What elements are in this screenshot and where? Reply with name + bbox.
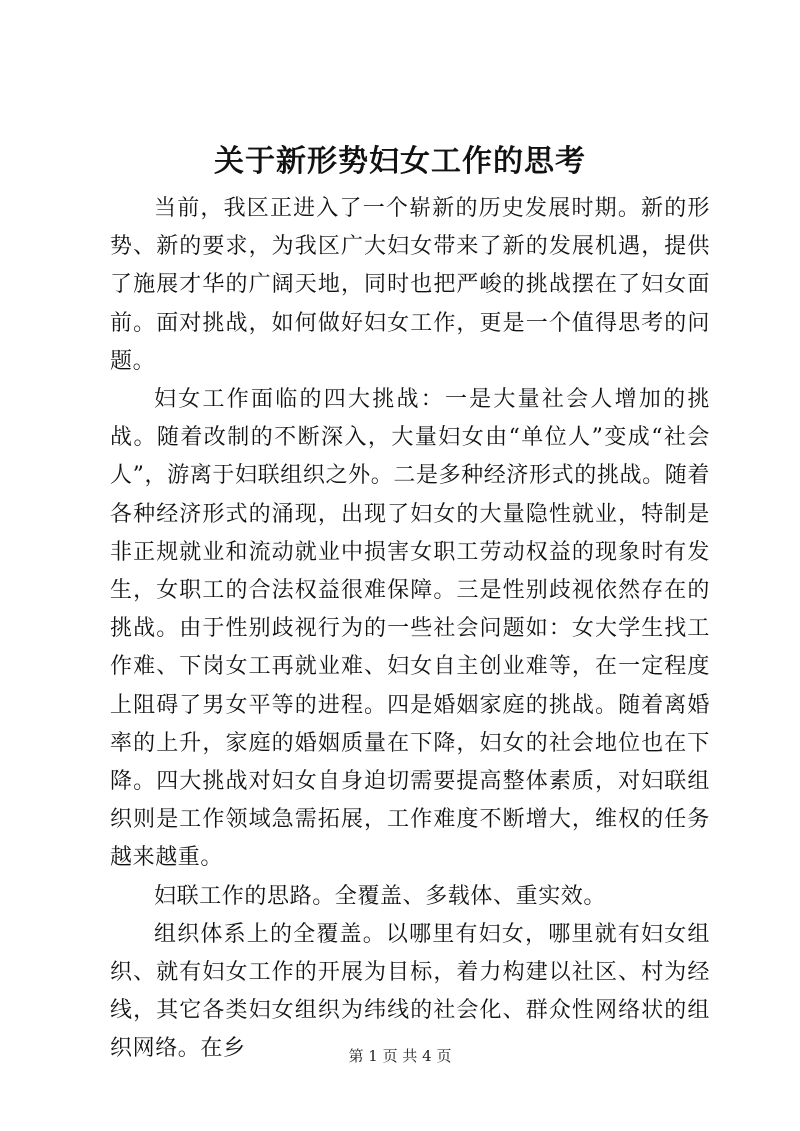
document-title: 关于新形势妇女工作的思考 <box>214 144 586 179</box>
paragraph-work-approach: 妇联工作的思路。全覆盖、多载体、重实效。 <box>154 883 607 909</box>
page-number-footer: 第 1 页 共 4 页 <box>348 1047 452 1065</box>
paragraph-intro: 当前，我区正进入了一个崭新的历史发展时期。新的形势、新的要求，为我区广大妇女带来了新的发展机遇，提供了施展才华的广阔天地，同时也把严峻的挑战摆在了妇女面前。面对挑战，如何做好妇女工作，更是一个值得思考的问题。 <box>110 196 710 374</box>
paragraph-four-challenges: 妇女工作面临的四大挑战：一是大量社会人增加的挑战。随着改制的不断深入，大量妇女由“单位人”变成“社会人”，游离于妇联组织之外。二是多种经济形式的挑战。随着各种经济形式的涌现，出现了妇女的大量隐性就业，特制是非正规就业和流动就业中损害女职工劳动权益的现象时有发生，女职工的合法权益很难保障。三是性别歧视依然存在的挑战。由于性别歧视行为的一些社会问题如：女大学生找工作难、下岗女工再就业难、妇女自主创业难等，在一定程度上阻碍了男女平等的进程。四是婚姻家庭的挑战。随着离婚率的上升，家庭的婚姻质量在下降，妇女的社会地位也在下降。四大挑战对妇女自身迫切需要提高整体素质，对妇联组织则是工作领域急需拓展，工作难度不断增大，维权的任务越来越重。 <box>110 387 710 871</box>
paragraph-organization-coverage: 组织体系上的全覆盖。以哪里有妇女，哪里就有妇女组织、就有妇女工作的开展为目标，着力构建以社区、村为经线，其它各类妇女组织为纬线的社会化、群众性网络状的组织网络。在乡 <box>110 921 710 1062</box>
document-body <box>110 190 710 1069</box>
